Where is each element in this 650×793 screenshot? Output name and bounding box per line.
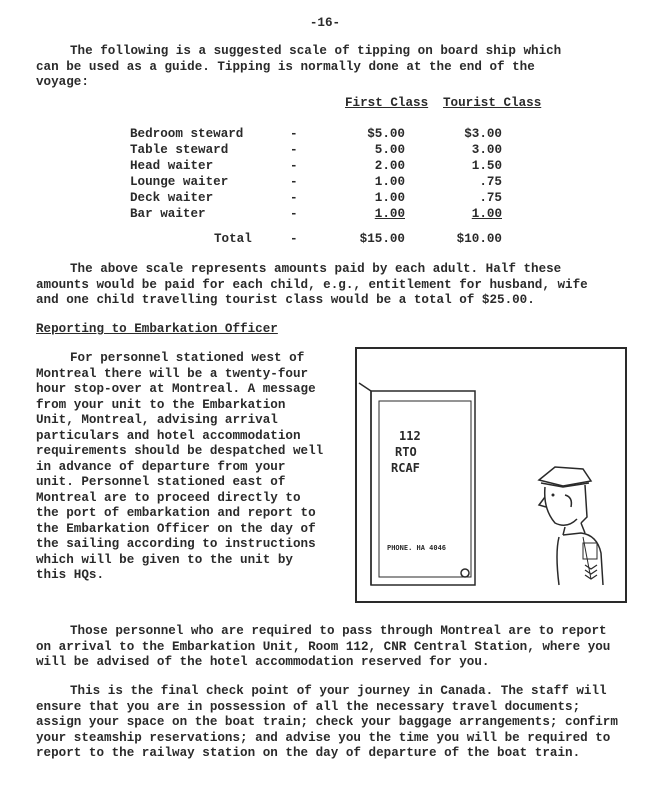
reporting-paragraph: For personnel stationed west of Montreal there will be a twenty-four hour stop-over at Montreal. A message from your unit to the Embarkation Unit, Montreal, advising arrival particulars and hotel accommodation requirements should be despatched well in advance of departure from your unit. Personnel stationed east of Montreal are to proceed directly to the port of embarkation and report to the Embarkation Officer on the day of the sailing according to instructions which will be given to the unit by this HQs. [36,351,324,582]
row-label: Bedroom steward [130,127,244,141]
door-sign-line3: RCAF [391,461,420,475]
door-sign-line1: 112 [399,429,421,443]
row-tourist-value: $3.00 [464,127,502,141]
row-label: Deck waiter [130,191,214,205]
table-row [0,175,650,191]
table-row [0,207,650,223]
table-row [0,127,650,143]
row-label: Table steward [130,143,229,157]
scale-note-paragraph: The above scale represents amounts paid by each adult. Half these amounts would be paid for each child, e.g., entitlement for husband, wife and one child travelling tourist class would be a total of $25.00. [36,262,588,307]
row-first-value: 1.00 [374,191,405,205]
row-first-value: 1.00 [374,175,405,189]
row-first-value: 2.00 [374,159,405,173]
row-dash: - [290,159,298,173]
row-tourist-value: .75 [479,175,502,189]
section-heading: Reporting to Embarkation Officer [36,322,278,336]
table-row [0,191,650,207]
total-first-value: $15.00 [359,232,405,246]
row-first-value: 1.00 [374,207,405,221]
row-tourist-value: 1.00 [471,207,502,221]
row-label: Lounge waiter [130,175,229,189]
row-first-value: $5.00 [367,127,405,141]
officer-eye [552,494,555,497]
rto-cartoon-illustration [355,347,627,603]
door-sign-line2: RTO [395,445,417,459]
header-first-class: First Class [345,96,429,110]
header-tourist-class: Tourist Class [443,96,542,110]
row-tourist-value: .75 [479,191,502,205]
row-label: Head waiter [130,159,214,173]
table-row [0,159,650,175]
page-number: -16- [309,16,341,30]
passing-through-paragraph: Those personnel who are required to pass through Montreal are to report on arrival to the Embarkation Unit, Room 112, CNR Central Station, where you will be advised of the hotel accommodation reserved for you. [36,624,611,669]
table-total-row [0,232,650,248]
row-tourist-value: 3.00 [471,143,502,157]
intro-paragraph: The following is a suggested scale of tipping on board ship which can be used as a guide. Tipping is normally done at the end of the voyage: [36,44,562,89]
row-dash: - [290,143,298,157]
row-dash: - [290,175,298,189]
row-dash: - [290,127,298,141]
total-label: Total [214,232,252,246]
row-first-value: 5.00 [374,143,405,157]
row-dash: - [290,191,298,205]
door-phone-text: PHONE. HA 4046 [387,544,447,552]
final-check-paragraph: This is the final check point of your journey in Canada. The staff will ensure that you are in possession of all the necessary travel documents; assign your space on the boat train; check your baggage arrangements; confirm your steamship reservations; and advise you the time you will be required to report to the railway station on the day of departure of the boat train. [36,684,618,760]
row-tourist-value: 1.50 [471,159,502,173]
table-row [0,143,650,159]
row-dash: - [290,207,298,221]
total-dash: - [290,232,298,246]
cartoon-frame [356,348,626,602]
total-tourist-value: $10.00 [456,232,502,246]
row-label: Bar waiter [130,207,206,221]
